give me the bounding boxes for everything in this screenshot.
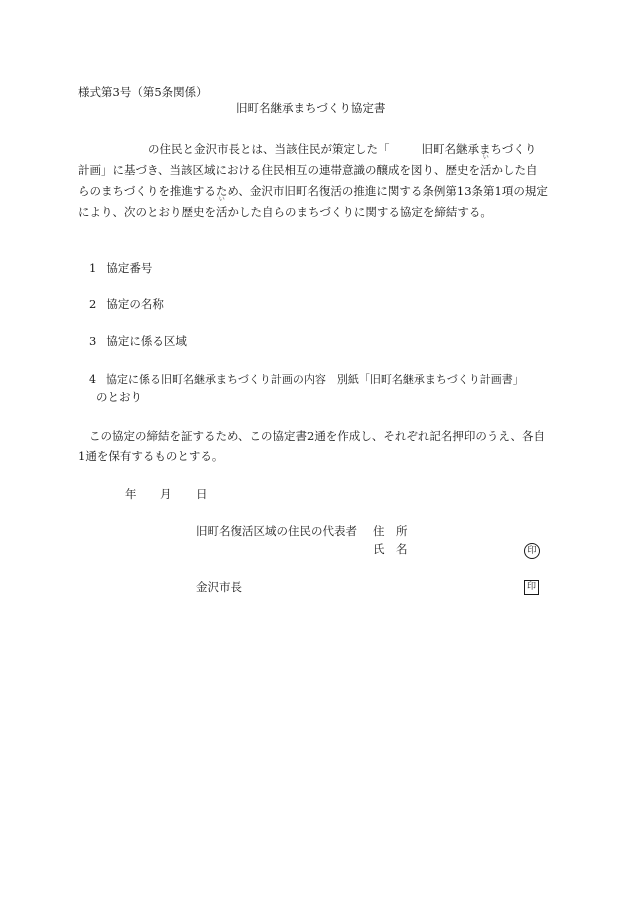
ruby-text: い — [218, 196, 225, 203]
item-label: 協定の名称 — [106, 297, 164, 311]
ruby-katsu-2 — [216, 196, 228, 220]
item-number: 1 — [89, 261, 97, 275]
address-label: 住 所 — [373, 524, 408, 538]
item-label: 協定に係る区域 — [106, 334, 187, 348]
square-seal-icon: 印 — [524, 580, 539, 595]
date-year: 年 — [125, 487, 137, 501]
closing-line-1: この協定の締結を証するため、この協定書2通を作成し、それぞれ記名押印のうえ、各自 — [89, 429, 546, 443]
intro-line-2-text-a: 計画」に基づき、当該区域における住民相互の連帯意識の醸成を図り、歴史を — [78, 163, 481, 177]
item-label: 協定番号 — [106, 261, 153, 275]
ruby-text: い — [482, 154, 489, 161]
item-number: 2 — [89, 297, 97, 311]
intro-paragraph — [78, 143, 553, 223]
intro-line-3: らのまちづくりを推進するため、金沢市旧町名復活の推進に関する条例第13条第1項の規定 — [78, 184, 548, 198]
intro-line-1-text-b: 旧町名継承まちづくり — [421, 142, 537, 156]
closing-line-2: 1通を保有するものとする。 — [78, 449, 224, 463]
name-label: 氏 名 — [373, 542, 408, 556]
form-header: 様式第3号（第5条関係） — [78, 85, 208, 99]
intro-line-1 — [78, 143, 536, 157]
intro-line-4 — [78, 196, 492, 220]
intro-line-1-text-a: の住民と金沢市長とは、当該住民が策定した「 — [148, 142, 390, 156]
ruby-base: 活 — [480, 163, 492, 177]
item-number: 4 — [89, 373, 96, 386]
item-4-continuation: のとおり — [96, 390, 142, 404]
item-3 — [89, 335, 187, 349]
representative-label: 旧町名復活区域の住民の代表者 — [196, 524, 357, 538]
intro-line-4-text-b: かした自らのまちづくりに関する協定を締結する。 — [227, 205, 492, 219]
item-number: 3 — [89, 334, 97, 348]
mayor-label: 金沢市長 — [196, 580, 242, 594]
date-day: 日 — [196, 487, 208, 501]
intro-line-2 — [78, 154, 538, 178]
document-title: 旧町名継承まちづくり協定書 — [236, 101, 386, 115]
intro-line-4-text-a: により、次のとおり歴史を — [78, 205, 216, 219]
item-4 — [89, 373, 524, 386]
item-1 — [89, 262, 152, 276]
intro-line-2-text-b: かした自 — [491, 163, 538, 177]
date-month: 月 — [160, 487, 172, 501]
item-2 — [89, 298, 164, 312]
ruby-base: 活 — [216, 205, 228, 219]
round-seal-icon: 印 — [524, 543, 540, 559]
item-label: 協定に係る旧町名継承まちづくり計画の内容 別紙「旧町名継承まちづくり計画書」 — [106, 373, 524, 386]
ruby-katsu — [480, 154, 492, 178]
